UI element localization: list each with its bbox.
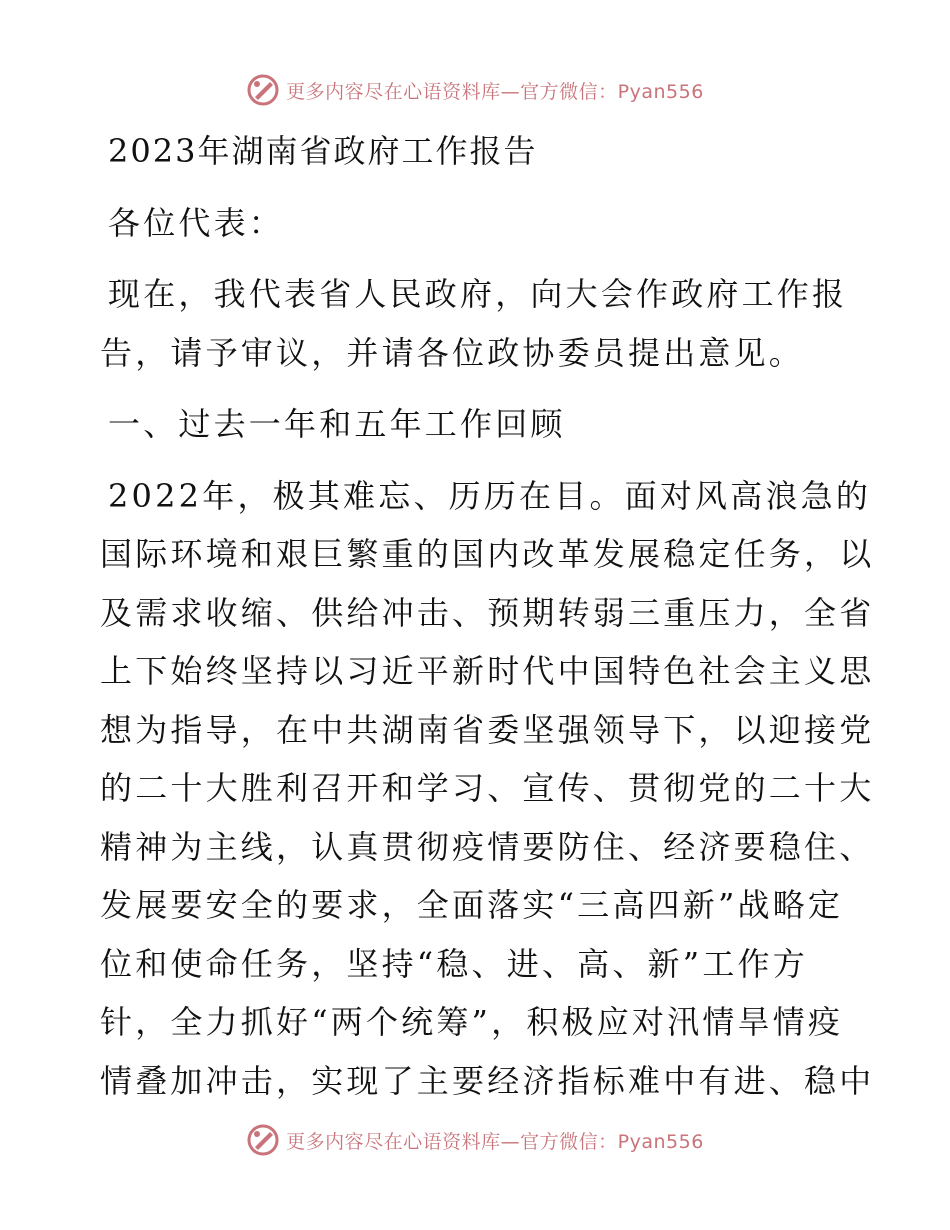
watermark-text: 更多内容尽在心语资料库—官方微信：Pyan556 [286,80,704,103]
paragraph-line: 上下始终坚持以习近平新时代中国特色社会主义思 [100,652,875,690]
document-title: 2023年湖南省政府工作报告 [108,132,538,170]
paragraph-line: 想为指导，在中共湖南省委坚强领导下，以迎接党 [100,710,875,749]
document-body [100,122,875,1110]
intro-line: 现在，我代表省人民政府，向大会作政府工作报 [108,275,848,313]
intro-line: 告，请予审议，并请各位政协委员提出意见。 [100,333,805,372]
section-heading: 一、过去一年和五年工作回顾 [108,405,566,443]
paragraph-line: 2022年，极其难忘、历历在目。面对风高浪急的 [108,476,872,515]
paragraph-line: 及需求收缩、供给冲击、预期转弱三重压力，全省 [100,593,875,632]
paragraph-line: 的二十大胜利召开和学习、宣传、贯彻党的二十大 [100,769,875,807]
salutation: 各位代表： [108,203,285,242]
paragraph-line: 情叠加冲击，实现了主要经济指标难中有进、稳中 [100,1061,875,1100]
paragraph-line: 针，全力抓好“两个统筹”，积极应对汛情旱情疫 [100,1003,844,1041]
paragraph-line: 国际环境和艰巨繁重的国内改革发展稳定任务，以 [100,535,875,573]
watermark-header [0,70,950,110]
watermark-logo-icon [246,1123,280,1157]
watermark-footer [0,1120,950,1160]
watermark-logo-icon [246,73,280,107]
watermark-text: 更多内容尽在心语资料库—官方微信：Pyan556 [286,1130,704,1153]
paragraph-line: 发展要安全的要求，全面落实“三高四新”战略定 [100,886,844,924]
paragraph-line: 位和使命任务，坚持“稳、进、高、新”工作方 [100,944,808,983]
paragraph-line: 精神为主线，认真贯彻疫情要防住、经济要稳住、 [100,827,875,866]
